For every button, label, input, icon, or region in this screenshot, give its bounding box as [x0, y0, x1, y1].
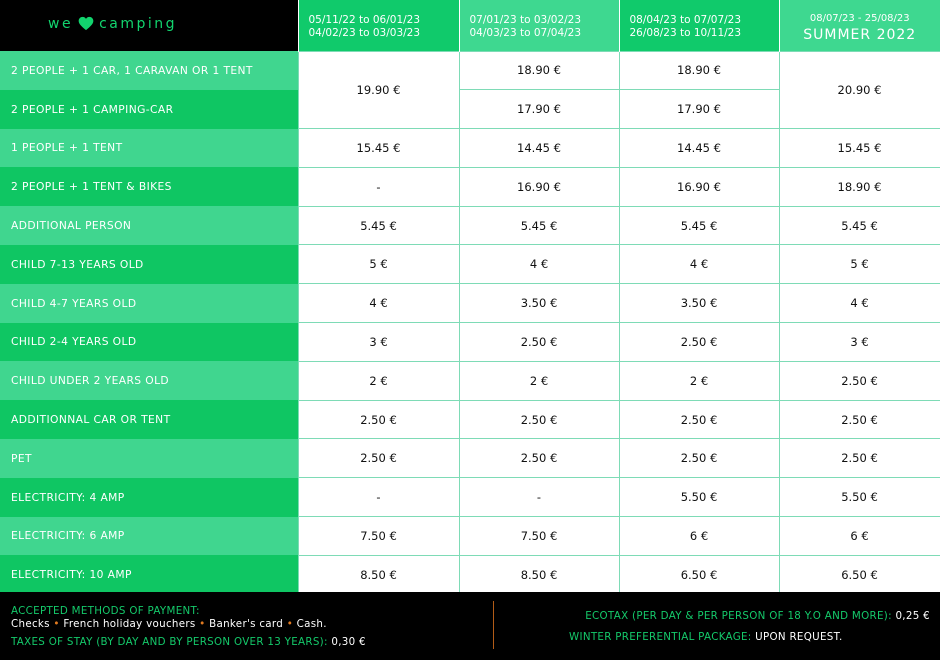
taxes-value: 0,30 €	[331, 636, 366, 648]
table-row	[0, 167, 940, 206]
row-label: ELECTRICITY: 6 AMP	[0, 517, 298, 556]
period-header-1	[298, 0, 459, 51]
table-row	[0, 51, 940, 90]
price-cell: 2 €	[298, 361, 459, 400]
row-label: 2 PEOPLE + 1 TENT & BIKES	[0, 167, 298, 206]
row-label: CHILD 4-7 YEARS OLD	[0, 284, 298, 323]
table-row	[0, 206, 940, 245]
price-cell: 7.50 €	[298, 517, 459, 556]
separator-dot: •	[286, 617, 294, 630]
price-cell: 2.50 €	[779, 361, 940, 400]
price-cell: 2.50 €	[619, 323, 779, 362]
period-header-3	[619, 0, 779, 51]
price-cell: 3 €	[779, 323, 940, 362]
price-cell: 3.50 €	[459, 284, 619, 323]
row-label: PET	[0, 439, 298, 478]
separator-dot: •	[53, 617, 60, 630]
price-cell: 16.90 €	[619, 167, 779, 206]
ecotax-value: 0,25 €	[895, 610, 930, 622]
brand-prefix: we	[48, 16, 74, 32]
row-label: ADDITIONNAL CAR OR TENT	[0, 400, 298, 439]
winter-line	[569, 631, 843, 643]
price-cell: 4 €	[298, 284, 459, 323]
price-cell: 6 €	[619, 517, 779, 556]
header-row	[0, 0, 940, 51]
table-row	[0, 555, 940, 594]
taxes-label: TAXES OF STAY (BY DAY AND BY PERSON OVER 13 YEARS):	[11, 636, 328, 648]
payment-methods	[11, 618, 327, 631]
brand-logo	[0, 0, 298, 51]
period-date-range: 05/11/22 to 06/01/23	[308, 14, 421, 27]
price-cell: 2.50 €	[619, 400, 779, 439]
price-cell: 2.50 €	[298, 439, 459, 478]
price-cell: -	[298, 167, 459, 206]
heart-icon	[78, 16, 94, 35]
price-cell: 17.90 €	[459, 90, 619, 129]
price-cell: 2 €	[619, 361, 779, 400]
price-cell: 8.50 €	[459, 555, 619, 594]
payment-title: ACCEPTED METHODS OF PAYMENT:	[11, 605, 200, 617]
ecotax-line	[585, 610, 930, 622]
price-cell: 5.45 €	[459, 206, 619, 245]
price-cell: 8.50 €	[298, 555, 459, 594]
price-cell: 15.45 €	[779, 129, 940, 168]
table-row	[0, 284, 940, 323]
row-label: ADDITIONAL PERSON	[0, 206, 298, 245]
period-date-range: 08/04/23 to 07/07/23	[629, 14, 742, 27]
price-cell: 5.50 €	[779, 478, 940, 517]
payment-method: Banker's card	[209, 617, 284, 630]
table-row	[0, 400, 940, 439]
price-cell: 18.90 €	[619, 51, 779, 90]
price-cell: 2 €	[459, 361, 619, 400]
table-row	[0, 323, 940, 362]
payment-method: Cash.	[296, 617, 327, 630]
price-cell: 7.50 €	[459, 517, 619, 556]
table-row	[0, 129, 940, 168]
table-row	[0, 517, 940, 556]
price-cell: 2.50 €	[459, 323, 619, 362]
price-cell: 2.50 €	[779, 400, 940, 439]
price-cell: 3.50 €	[619, 284, 779, 323]
table-row	[0, 245, 940, 284]
ecotax-label: ECOTAX (PER DAY & PER PERSON OF 18 Y.O AND MORE):	[585, 610, 892, 622]
price-cell: 18.90 €	[459, 51, 619, 90]
price-cell: 4 €	[619, 245, 779, 284]
price-cell: 14.45 €	[619, 129, 779, 168]
row-label: 2 PEOPLE + 1 CAMPING-CAR	[0, 90, 298, 129]
price-cell: 14.45 €	[459, 129, 619, 168]
price-cell: 2.50 €	[779, 439, 940, 478]
period-header-2	[459, 0, 619, 51]
price-cell: 20.90 €	[779, 51, 940, 129]
price-cell: 6.50 €	[779, 555, 940, 594]
table-row	[0, 439, 940, 478]
price-cell: -	[459, 478, 619, 517]
period-date-range: 26/08/23 to 10/11/23	[629, 27, 742, 40]
payment-method: French holiday vouchers	[63, 617, 196, 630]
price-cell: 2.50 €	[459, 439, 619, 478]
price-cell: 19.90 €	[298, 51, 459, 129]
footer	[0, 592, 940, 660]
taxes-line	[11, 636, 366, 649]
row-label: CHILD UNDER 2 YEARS OLD	[0, 361, 298, 400]
period-date-range: 04/03/23 to 07/04/23	[469, 27, 582, 40]
row-label: CHILD 7-13 YEARS OLD	[0, 245, 298, 284]
payment-method: Checks	[11, 617, 50, 630]
brand-suffix: camping	[99, 16, 178, 32]
price-cell: 4 €	[459, 245, 619, 284]
summer-title: SUMMER 2022	[803, 27, 917, 44]
winter-value: UPON REQUEST.	[755, 631, 843, 643]
price-cell: 16.90 €	[459, 167, 619, 206]
price-cell: -	[298, 478, 459, 517]
price-cell: 3 €	[298, 323, 459, 362]
period-date-range: 04/02/23 to 03/03/23	[308, 27, 421, 40]
price-cell: 17.90 €	[619, 90, 779, 129]
table-row	[0, 361, 940, 400]
price-cell: 2.50 €	[619, 439, 779, 478]
price-cell: 5.50 €	[619, 478, 779, 517]
price-cell: 2.50 €	[459, 400, 619, 439]
price-cell: 15.45 €	[298, 129, 459, 168]
price-cell: 5.45 €	[298, 206, 459, 245]
period-date-range: 07/01/23 to 03/02/23	[469, 14, 582, 27]
summer-date-range: 08/07/23 - 25/08/23	[809, 13, 910, 25]
price-cell: 2.50 €	[298, 400, 459, 439]
row-label: CHILD 2-4 YEARS OLD	[0, 323, 298, 362]
price-cell: 5.45 €	[779, 206, 940, 245]
winter-label: WINTER PREFERENTIAL PACKAGE:	[569, 631, 752, 643]
period-header-summer	[779, 0, 940, 51]
price-cell: 6 €	[779, 517, 940, 556]
price-cell: 4 €	[779, 284, 940, 323]
row-label: 2 PEOPLE + 1 CAR, 1 CARAVAN OR 1 TENT	[0, 51, 298, 90]
table-row	[0, 478, 940, 517]
row-label: ELECTRICITY: 10 AMP	[0, 555, 298, 594]
price-cell: 5.45 €	[619, 206, 779, 245]
row-label: ELECTRICITY: 4 AMP	[0, 478, 298, 517]
price-cell: 5 €	[298, 245, 459, 284]
footer-divider	[493, 601, 494, 649]
row-label: 1 PEOPLE + 1 TENT	[0, 129, 298, 168]
price-cell: 6.50 €	[619, 555, 779, 594]
price-cell: 5 €	[779, 245, 940, 284]
price-cell: 18.90 €	[779, 167, 940, 206]
separator-dot: •	[199, 617, 206, 630]
